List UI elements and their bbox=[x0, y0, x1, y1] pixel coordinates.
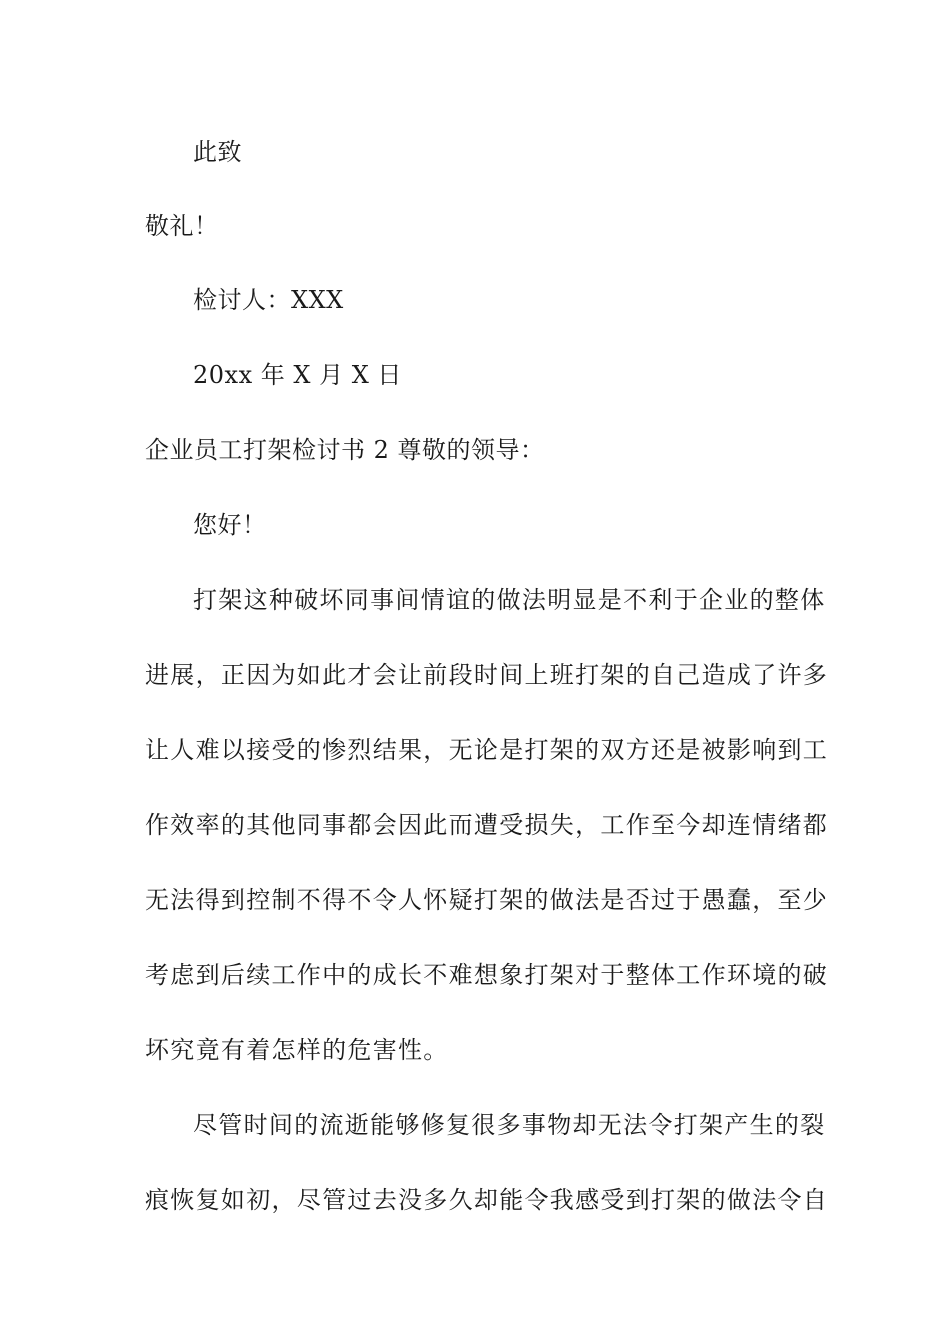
date-line: 20xx 年 X 月 X 日 bbox=[193, 361, 402, 389]
greeting-line: 您好！ bbox=[193, 511, 267, 539]
paragraph-1-line: 作效率的其他同事都会因此而遭受损失，工作至今却连情绪都 bbox=[145, 811, 829, 839]
paragraph-2-line: 痕恢复如初，尽管过去没多久却能令我感受到打架的做法令自 bbox=[145, 1186, 829, 1214]
salutation-to: 此致 bbox=[193, 138, 242, 166]
paragraph-1-line: 进展，正因为如此才会让前段时间上班打架的自己造成了许多 bbox=[145, 661, 829, 689]
signer-line: 检讨人：XXX bbox=[193, 286, 344, 314]
paragraph-2-line: 尽管时间的流逝能够修复很多事物却无法令打架产生的裂 bbox=[193, 1111, 826, 1139]
paragraph-1-line: 让人难以接受的惨烈结果，无论是打架的双方还是被影响到工 bbox=[145, 736, 829, 764]
letter-heading: 企业员工打架检讨书 2 尊敬的领导： bbox=[145, 436, 545, 464]
paragraph-1-line: 坏究竟有着怎样的危害性。 bbox=[145, 1036, 449, 1064]
paragraph-1-line: 打架这种破坏同事间情谊的做法明显是不利于企业的整体 bbox=[193, 586, 826, 614]
salutation-regards: 敬礼！ bbox=[145, 212, 219, 240]
paragraph-1-line: 无法得到控制不得不令人怀疑打架的做法是否过于愚蠢，至少 bbox=[145, 886, 829, 914]
paragraph-1-line: 考虑到后续工作中的成长不难想象打架对于整体工作环境的破 bbox=[145, 961, 829, 989]
